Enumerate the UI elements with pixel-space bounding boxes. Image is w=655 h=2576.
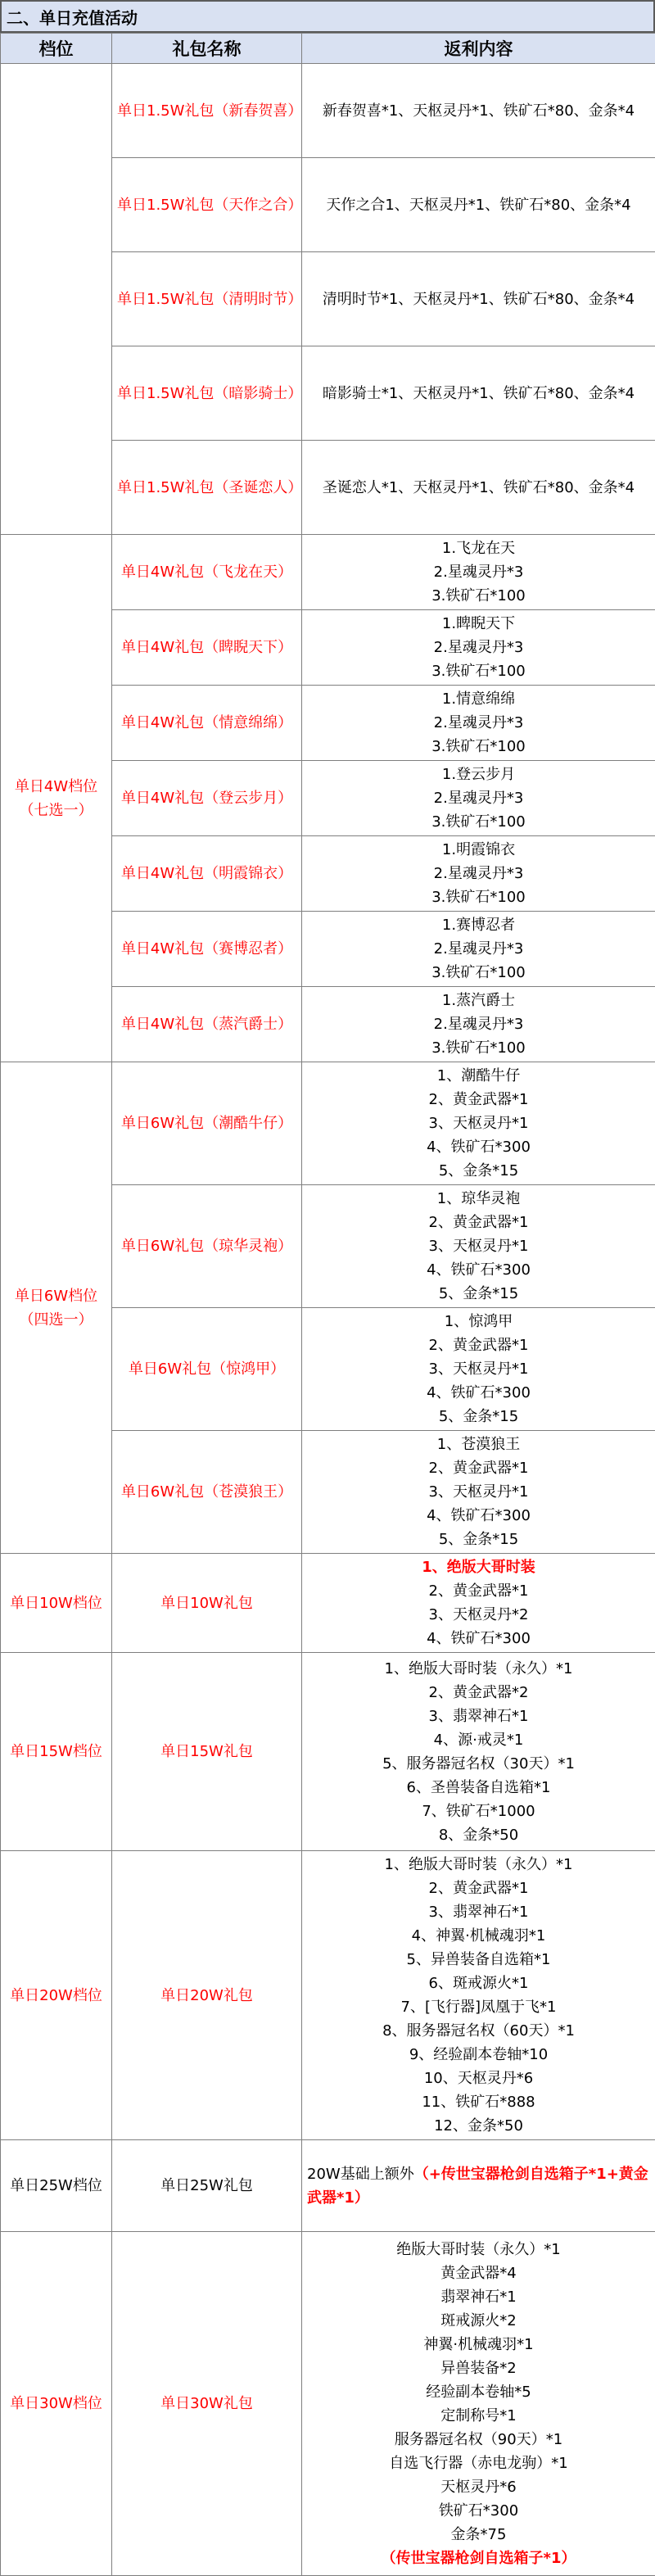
- content-line: 1、绝版大哥时装（永久）*1: [307, 1657, 650, 1681]
- content-line: 3.铁矿石*100: [307, 584, 650, 608]
- tier-cell-10w: 单日10W档位: [1, 1554, 112, 1653]
- content-line: 4、铁矿石*300: [307, 1381, 650, 1405]
- content-line: 3.铁矿石*100: [307, 810, 650, 834]
- rebate-content: [302, 535, 655, 610]
- content-line: 2、黄金武器*1: [307, 1456, 650, 1480]
- rebate-content: [302, 1431, 655, 1554]
- gift-name: 单日30W礼包: [112, 2232, 302, 2576]
- content-line: 1、苍漠狼王: [307, 1433, 650, 1456]
- gift-name: 单日1.5W礼包（新春贺喜）: [112, 64, 302, 158]
- content-line: 4、铁矿石*300: [307, 1627, 650, 1650]
- content-line: 2、黄金武器*1: [307, 1088, 650, 1111]
- content-line: 2、黄金武器*1: [307, 1579, 650, 1603]
- rebate-content: [302, 1062, 655, 1185]
- gift-name: 单日6W礼包（潮酷牛仔）: [112, 1062, 302, 1185]
- content-line: 3、天枢灵丹*1: [307, 1111, 650, 1135]
- content-line: 2、黄金武器*2: [307, 1681, 650, 1705]
- content-line: 3.铁矿石*100: [307, 885, 650, 909]
- content-line: 3、天枢灵丹*1: [307, 1480, 650, 1504]
- content-line: 服务器冠名权（90天）*1: [307, 2428, 650, 2452]
- rebate-content: 清明时节*1、天枢灵丹*1、铁矿石*80、金条*4: [302, 252, 655, 346]
- table-row: [1, 2232, 655, 2576]
- content-line-highlight: 1、绝版大哥时装: [307, 1555, 650, 1579]
- gift-name: 单日4W礼包（飞龙在天）: [112, 535, 302, 610]
- tier-cell-15w: 单日15W档位: [1, 1653, 112, 1851]
- content-line: 7、[飞行器]凤凰于飞*1: [307, 1995, 650, 2019]
- content-line: 4、铁矿石*300: [307, 1504, 650, 1528]
- content-line: 3、翡翠神石*1: [307, 1900, 650, 1924]
- content-highlight: （+传世宝器枪剑自选箱子*1+黄金武器*1）: [307, 2166, 648, 2207]
- rebate-content: 新春贺喜*1、天枢灵丹*1、铁矿石*80、金条*4: [302, 64, 655, 158]
- content-line: 5、服务器冠名权（30天）*1: [307, 1752, 650, 1776]
- content-line: 1.飞龙在天: [307, 536, 650, 560]
- tier-cell-6w: 单日6W档位（四选一）: [1, 1062, 112, 1554]
- gift-name: 单日10W礼包: [112, 1554, 302, 1653]
- content-line: 5、金条*15: [307, 1159, 650, 1183]
- content-line: 金条*75: [307, 2523, 650, 2547]
- gift-name: 单日4W礼包（明霞锦衣）: [112, 836, 302, 912]
- rebate-content: [302, 1554, 655, 1653]
- content-line: 4、铁矿石*300: [307, 1135, 650, 1159]
- content-line: 2、黄金武器*1: [307, 1333, 650, 1357]
- table-row: [1, 2140, 655, 2232]
- content-line: 翡翠神石*1: [307, 2285, 650, 2309]
- gift-name: 单日6W礼包（惊鸿甲）: [112, 1308, 302, 1431]
- rebate-content: [302, 2232, 655, 2576]
- table-row: [1, 1851, 655, 2140]
- gift-name: 单日6W礼包（苍漠狼王）: [112, 1431, 302, 1554]
- content-line: 11、铁矿石*888: [307, 2090, 650, 2114]
- content-line: 3.铁矿石*100: [307, 735, 650, 758]
- table-row: [1, 1062, 655, 1185]
- content-line: 6、斑戒源火*1: [307, 1972, 650, 1995]
- content-line: 1、琼华灵袍: [307, 1187, 650, 1211]
- tier-cell-1-5w: [1, 64, 112, 535]
- rebate-content: [302, 1308, 655, 1431]
- content-line: 2、黄金武器*1: [307, 1877, 650, 1900]
- gift-name: 单日4W礼包（情意绵绵）: [112, 686, 302, 761]
- content-line: 斑戒源火*2: [307, 2309, 650, 2333]
- content-line: 1.赛博忍者: [307, 913, 650, 937]
- rebate-content: [302, 912, 655, 987]
- rebate-content: [302, 610, 655, 686]
- content-line: 1.明霞锦衣: [307, 838, 650, 862]
- content-line: 黄金武器*4: [307, 2261, 650, 2285]
- content-line: 2.星魂灵丹*3: [307, 711, 650, 735]
- header-tier: 档位: [1, 34, 112, 64]
- content-line: 铁矿石*300: [307, 2499, 650, 2523]
- content-prefix: 20W基础上额外: [307, 2166, 414, 2183]
- content-line: 2.星魂灵丹*3: [307, 937, 650, 961]
- recharge-table: [0, 33, 655, 2576]
- table-row: [1, 64, 655, 158]
- content-line: 定制称号*1: [307, 2404, 650, 2428]
- content-line: 1.登云步月: [307, 763, 650, 786]
- content-line: 8、服务器冠名权（60天）*1: [307, 2019, 650, 2043]
- rebate-content: [302, 987, 655, 1062]
- table-header-row: [1, 34, 655, 64]
- gift-name: 单日20W礼包: [112, 1851, 302, 2140]
- content-line: 2.星魂灵丹*3: [307, 862, 650, 885]
- rebate-content: [302, 761, 655, 836]
- table-row: [1, 1554, 655, 1653]
- gift-name: 单日4W礼包（睥睨天下）: [112, 610, 302, 686]
- content-line: 4、源·戒灵*1: [307, 1728, 650, 1752]
- content-line: 4、神翼·机械魂羽*1: [307, 1924, 650, 1948]
- content-line: 10、天枢灵丹*6: [307, 2067, 650, 2090]
- content-line: 3.铁矿石*100: [307, 961, 650, 985]
- rebate-content: 天作之合1、天枢灵丹*1、铁矿石*80、金条*4: [302, 158, 655, 252]
- gift-name: 单日4W礼包（蒸汽爵士）: [112, 987, 302, 1062]
- header-rebate-content: 返利内容: [302, 34, 655, 64]
- content-line: 3、翡翠神石*1: [307, 1705, 650, 1728]
- header-gift-name: 礼包名称: [112, 34, 302, 64]
- gift-name: 单日15W礼包: [112, 1653, 302, 1851]
- gift-name: 单日1.5W礼包（清明时节）: [112, 252, 302, 346]
- gift-name: 单日4W礼包（登云步月）: [112, 761, 302, 836]
- content-line: 1、惊鸿甲: [307, 1310, 650, 1333]
- tier-cell-20w: 单日20W档位: [1, 1851, 112, 2140]
- gift-name: 单日6W礼包（琼华灵袍）: [112, 1185, 302, 1308]
- content-line: 5、金条*15: [307, 1405, 650, 1428]
- rebate-content: [302, 2140, 655, 2232]
- content-line: 12、金条*50: [307, 2114, 650, 2138]
- content-line: 2、黄金武器*1: [307, 1211, 650, 1234]
- content-line-highlight: （传世宝器枪剑自选箱子*1）: [307, 2547, 650, 2570]
- content-line: 5、异兽装备自选箱*1: [307, 1948, 650, 1972]
- gift-name: 单日1.5W礼包（圣诞恋人）: [112, 441, 302, 535]
- content-line: 5、金条*15: [307, 1528, 650, 1551]
- content-line: 1.蒸汽爵士: [307, 989, 650, 1012]
- content-line: 3、天枢灵丹*1: [307, 1234, 650, 1258]
- gift-name: 单日1.5W礼包（暗影骑士）: [112, 346, 302, 441]
- rebate-content: [302, 836, 655, 912]
- content-line: 1.睥睨天下: [307, 612, 650, 636]
- tier-cell-25w: 单日25W档位: [1, 2140, 112, 2232]
- table-row: [1, 535, 655, 610]
- rebate-content: [302, 686, 655, 761]
- content-line: 神翼·机械魂羽*1: [307, 2333, 650, 2356]
- rebate-content: [302, 1185, 655, 1308]
- content-line: 8、金条*50: [307, 1823, 650, 1847]
- content-line: 7、铁矿石*1000: [307, 1800, 650, 1823]
- content-line: 2.星魂灵丹*3: [307, 1012, 650, 1036]
- content-line: 天枢灵丹*6: [307, 2475, 650, 2499]
- content-line: 3、天枢灵丹*2: [307, 1603, 650, 1627]
- content-line: 经验副本卷轴*5: [307, 2380, 650, 2404]
- gift-name: 单日1.5W礼包（天作之合）: [112, 158, 302, 252]
- section-title: 二、单日充值活动: [0, 0, 655, 33]
- content-line: 1、绝版大哥时装（永久）*1: [307, 1853, 650, 1877]
- content-line: 2.星魂灵丹*3: [307, 636, 650, 659]
- table-row: [1, 1653, 655, 1851]
- content-line: 4、铁矿石*300: [307, 1258, 650, 1282]
- tier-cell-4w: 单日4W档位（七选一）: [1, 535, 112, 1062]
- rebate-content: [302, 1653, 655, 1851]
- tier-cell-30w: 单日30W档位: [1, 2232, 112, 2576]
- rebate-content: [302, 1851, 655, 2140]
- content-line: 2.星魂灵丹*3: [307, 560, 650, 584]
- gift-name: 单日4W礼包（赛博忍者）: [112, 912, 302, 987]
- content-line: 3.铁矿石*100: [307, 1036, 650, 1060]
- content-line: 异兽装备*2: [307, 2356, 650, 2380]
- content-line: 1.情意绵绵: [307, 687, 650, 711]
- content-line: 5、金条*15: [307, 1282, 650, 1306]
- content-line: 绝版大哥时装（永久）*1: [307, 2238, 650, 2261]
- content-line: 3.铁矿石*100: [307, 659, 650, 683]
- content-line: 2.星魂灵丹*3: [307, 786, 650, 810]
- rebate-content: 暗影骑士*1、天枢灵丹*1、铁矿石*80、金条*4: [302, 346, 655, 441]
- gift-name: 单日25W礼包: [112, 2140, 302, 2232]
- content-line: 3、天枢灵丹*1: [307, 1357, 650, 1381]
- content-line: 自选飞行器（赤电龙驹）*1: [307, 2452, 650, 2475]
- content-line: 9、经验副本卷轴*10: [307, 2043, 650, 2067]
- content-line: 6、圣兽装备自选箱*1: [307, 1776, 650, 1800]
- content-line: 1、潮酷牛仔: [307, 1064, 650, 1088]
- rebate-content: 圣诞恋人*1、天枢灵丹*1、铁矿石*80、金条*4: [302, 441, 655, 535]
